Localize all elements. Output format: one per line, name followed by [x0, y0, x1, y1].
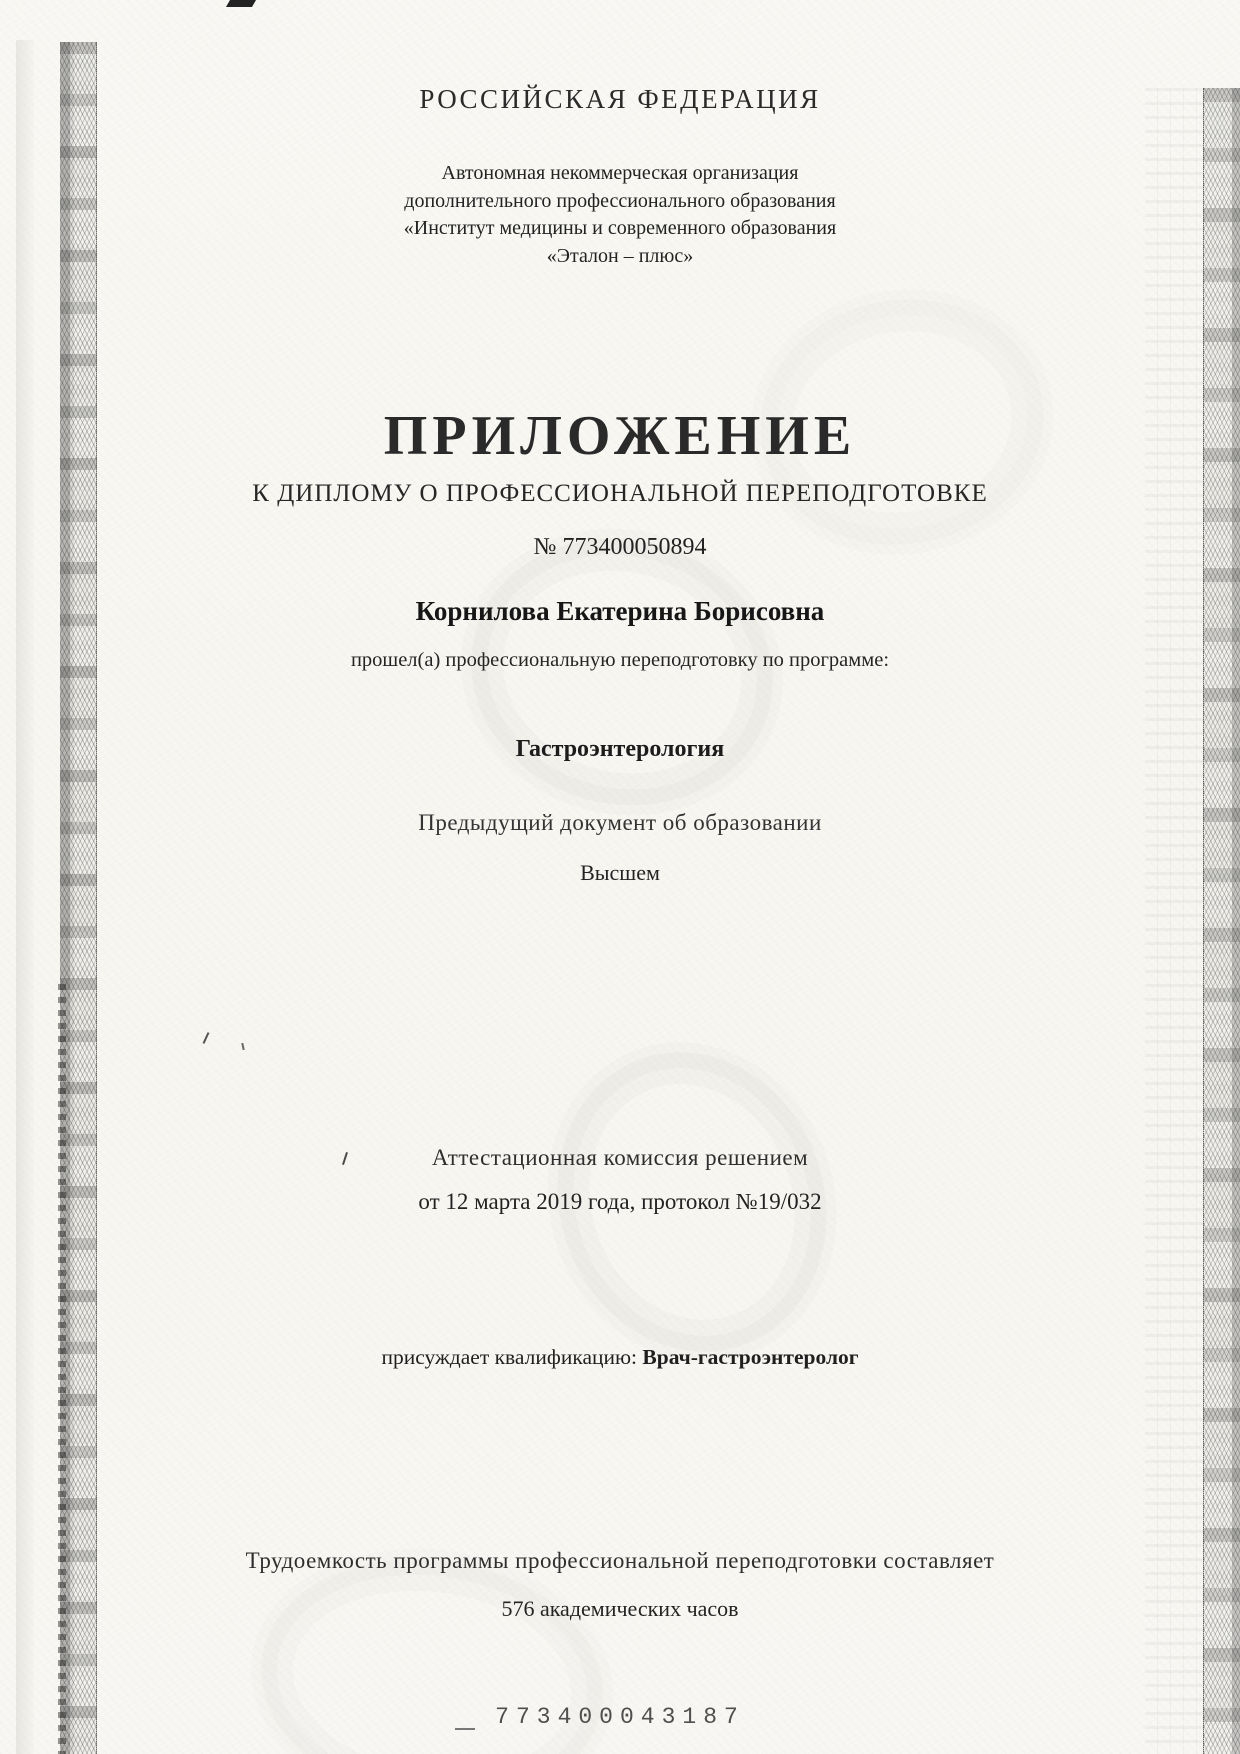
diploma-number: № 773400050894	[533, 534, 707, 560]
scan-edge-shadow	[16, 40, 34, 1754]
guilloche-band-right	[1203, 88, 1240, 1754]
scan-artifact	[241, 1043, 244, 1050]
organization-line: Автономная некоммерческая организация	[441, 162, 799, 184]
organization-line: «Эталон – плюс»	[546, 244, 694, 267]
document-subtitle: К ДИПЛОМУ О ПРОФЕССИОНАЛЬНОЙ ПЕРЕПОДГОТОВКЕ	[252, 480, 988, 507]
commission-decision-line2: от 12 марта 2019 года, протокол №19/032	[418, 1189, 822, 1214]
scan-artifact	[203, 1032, 210, 1044]
qualification-line	[70, 1345, 1170, 1370]
workload-line2: 576 академических часов	[501, 1596, 739, 1621]
qualification-label: присуждает квалификацию:	[381, 1345, 643, 1369]
program-intro-text: прошел(а) профессиональную переподготовку по программе:	[350, 649, 890, 671]
commission-decision-line1: Аттестационная комиссия решением	[431, 1145, 809, 1170]
scan-artifact	[226, 0, 256, 7]
country-heading: РОССИЙСКАЯ ФЕДЕРАЦИЯ	[419, 84, 821, 114]
organization-name	[70, 160, 1170, 270]
workload-line1: Трудоемкость программы профессиональной переподготовки составляет	[245, 1548, 995, 1573]
previous-education-label: Предыдущий документ об образовании	[418, 810, 822, 835]
qualification-value: Врач-гастроэнтеролог	[642, 1345, 859, 1369]
previous-education-value: Высшем	[580, 860, 660, 885]
organization-line: «Институт медицины и современного образования	[403, 217, 837, 239]
guilloche-texture-right	[1145, 88, 1203, 1754]
organization-line: дополнительного профессионального образования	[404, 189, 836, 212]
holder-name: Корнилова Екатерина Борисовна	[415, 596, 825, 626]
serial-number: 773400043187	[495, 1704, 745, 1730]
guilloche-band-left	[60, 42, 97, 1754]
document-title: ПРИЛОЖЕНИЕ	[383, 405, 857, 467]
program-name: Гастроэнтерология	[515, 736, 725, 762]
